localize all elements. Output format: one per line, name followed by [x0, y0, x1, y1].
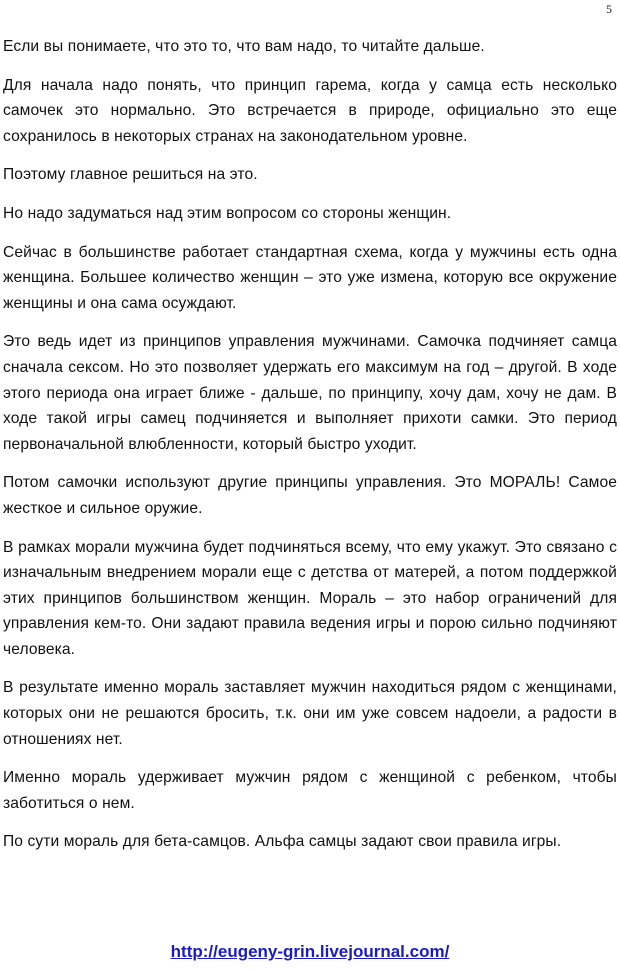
page-footer [0, 942, 620, 962]
paragraph: Но надо задуматься над этим вопросом со стороны женщин. [3, 204, 452, 222]
paragraph: По сути мораль для бета-самцов. Альфа самцы задают свои правила игры. [3, 833, 562, 851]
paragraph: Если вы понимаете, что это то, что вам надо, то читайте дальше. [3, 38, 485, 55]
paragraph: В рамках морали мужчина будет подчиняться всему, что ему укажут. Это связано с изначальным внедрением морали еще с детства от матерей, а потом поддержкой этих принципов большинством женщин. Мораль – это набор ограничений для управления кем-то. Они задают правила ведения игры и порою сильно подчиняют человека. [3, 538, 617, 658]
paragraph: Сейчас в большинстве работает стандартная схема, когда у мужчины есть одна женщина. Большее количество женщин – это уже измена, которую все окружение женщины и она сама осуждают. [3, 243, 617, 312]
footer-link[interactable]: http://eugeny-grin.livejournal.com/ [170, 942, 450, 961]
paragraph: Для начала надо понять, что принцип гарема, когда у самца есть несколько самочек это нормально. Это встречается в природе, официально это еще сохранилось в некоторых странах на законодательном уровне. [3, 76, 617, 145]
paragraph: Это ведь идет из принципов управления мужчинами. Самочка подчиняет самца сначала сексом. Но это позволяет удержать его максимум на год – другой. В ходе этого периода она играет ближе - дальше, по принципу, хочу дам, хочу не дам. В ходе такой игры самец подчиняется и выполняет прихоти самки. Это период первоначальной влюбленности, который быстро уходит. [3, 333, 617, 453]
page-number: 5 [606, 2, 612, 16]
body-text [3, 34, 617, 868]
paragraph: В результате именно мораль заставляет мужчин находиться рядом с женщинами, которых они не решаются бросить, т.к. они им уже совсем надоели, а радости в отношениях нет. [3, 679, 617, 748]
paragraph: Поэтому главное решиться на это. [3, 166, 258, 184]
paragraph: Потом самочки используют другие принципы управления. Это МОРАЛЬ! Самое жесткое и сильное оружие. [3, 474, 617, 517]
paragraph: Именно мораль удерживает мужчин рядом с женщиной с ребенком, чтобы заботиться о нем. [3, 769, 617, 812]
